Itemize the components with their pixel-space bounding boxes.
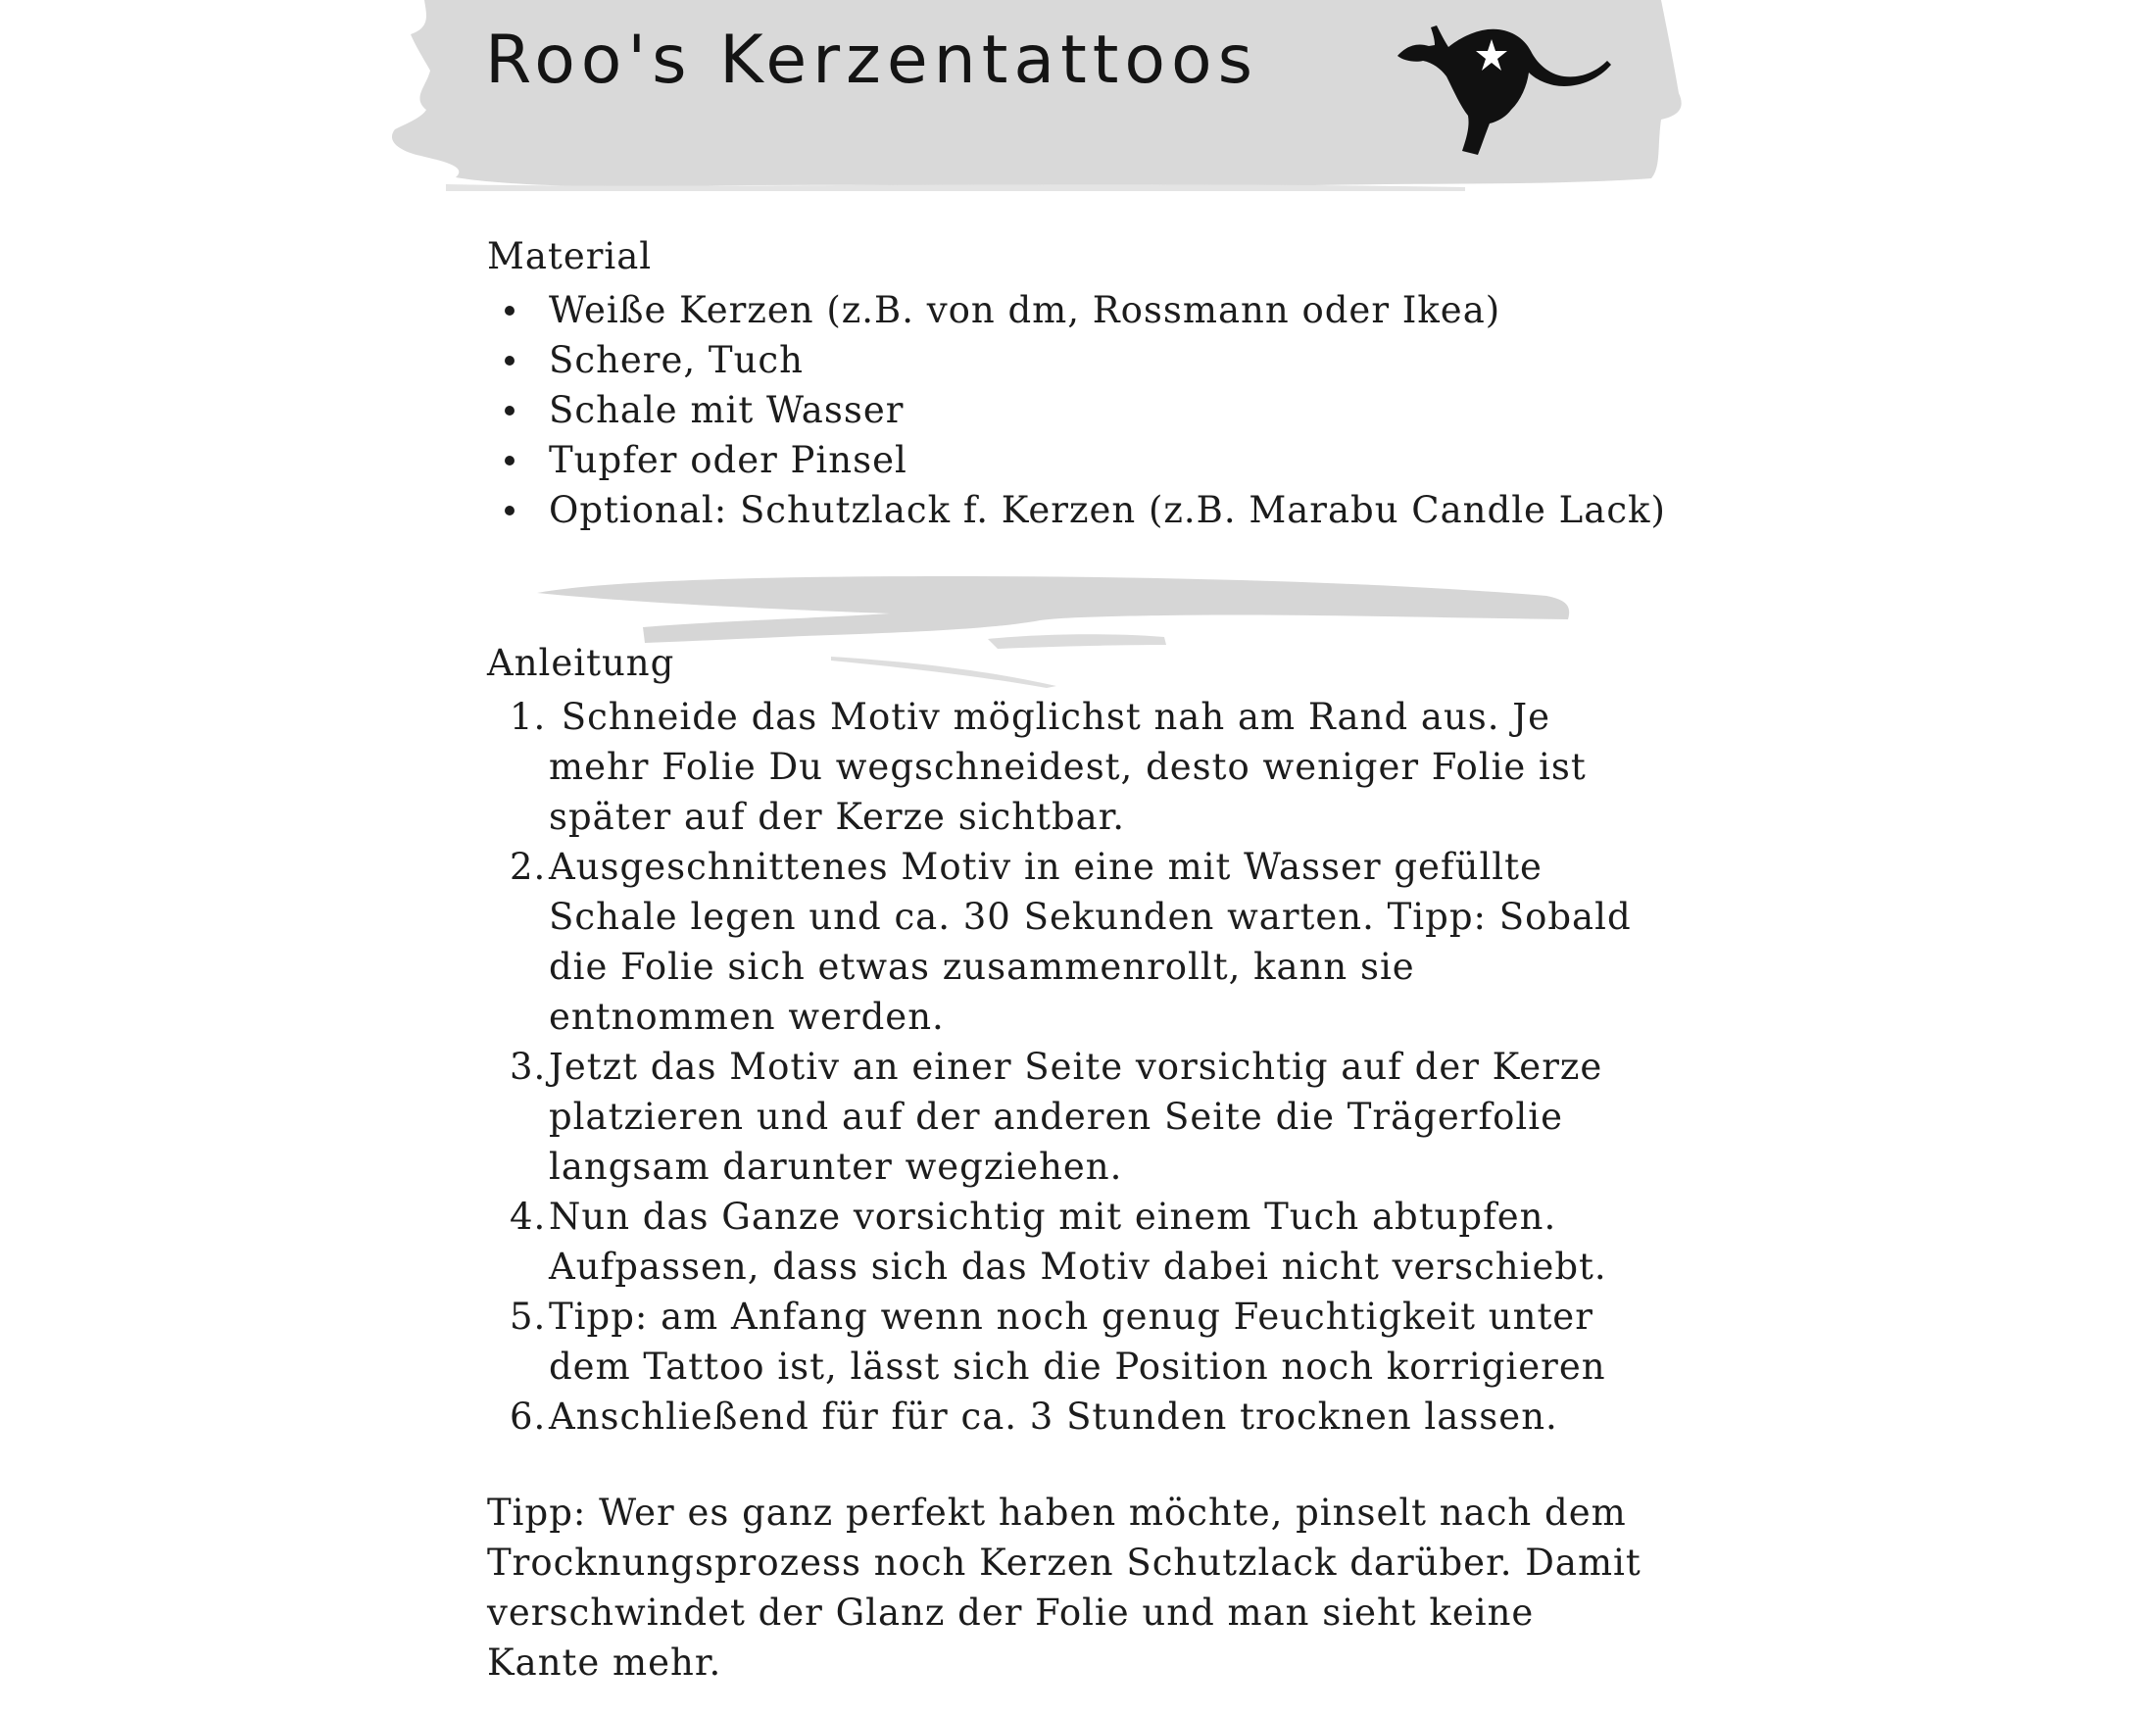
step-text: Tipp: am Anfang wenn noch genug Feuchtigkeit unter dem Tattoo ist, lässt sich die Position noch korrigieren [549, 1296, 1606, 1388]
step-number: 4. [510, 1196, 547, 1238]
tip-paragraph: Tipp: Wer es ganz perfekt haben möchte, pinselt nach dem Trocknungsprozess noch Kerzen Schutzlack darüber. Damit verschwindet der Glanz der Folie und man sieht keine Kante mehr. [487, 1492, 1642, 1684]
step-number: 2. [510, 846, 547, 888]
material-heading: Material [487, 235, 653, 277]
step-number: 6. [510, 1396, 547, 1438]
list-item [487, 1192, 1643, 1292]
step-text: Ausgeschnittenes Motiv in eine mit Wasser gefüllte Schale legen und ca. 30 Sekunden warten. Tipp: Sobald die Folie sich etwas zusammenrollt, kann sie entnommen werden. [549, 846, 1632, 1038]
instructions-list [487, 692, 1643, 1442]
list-item [487, 285, 1761, 335]
list-item-text: Weiße Kerzen (z.B. von dm, Rossmann oder Ikea) [549, 289, 1501, 331]
list-item [487, 692, 1643, 842]
bullet-icon [505, 406, 514, 416]
step-number: 3. [510, 1046, 547, 1088]
step-text: Nun das Ganze vorsichtig mit einem Tuch abtupfen. Aufpassen, dass sich das Motiv dabei nicht verschiebt. [549, 1196, 1607, 1288]
bullet-icon [505, 356, 514, 366]
list-item [487, 842, 1643, 1042]
list-item-text: Optional: Schutzlack f. Kerzen (z.B. Marabu Candle Lack) [549, 489, 1666, 531]
list-item [487, 1392, 1643, 1442]
step-text: Anschließend für für ca. 3 Stunden trocknen lassen. [549, 1396, 1558, 1438]
bullet-icon [505, 506, 514, 515]
list-item [487, 435, 1761, 485]
material-list [487, 285, 1761, 535]
list-item [487, 335, 1761, 385]
step-number: 1. [510, 696, 547, 738]
brush-divider [537, 568, 1574, 696]
instructions-heading: Anleitung [487, 642, 675, 684]
page-title: Roo's Kerzentattoos [485, 22, 1259, 99]
bullet-icon [505, 306, 514, 316]
kangaroo-star-icon [1390, 12, 1617, 159]
list-item [487, 485, 1761, 535]
bullet-icon [505, 456, 514, 466]
step-number: 5. [510, 1296, 547, 1338]
list-item-text: Tupfer oder Pinsel [549, 439, 907, 481]
list-item [487, 1042, 1643, 1192]
list-item [487, 1292, 1643, 1392]
step-text: Schneide das Motiv möglichst nah am Rand aus. Je mehr Folie Du wegschneidest, desto weniger Folie ist später auf der Kerze sichtbar. [549, 696, 1599, 838]
list-item-text: Schale mit Wasser [549, 389, 905, 431]
step-text: Jetzt das Motiv an einer Seite vorsichtig auf der Kerze platzieren und auf der anderen Seite die Trägerfolie langsam darunter wegziehen. [549, 1046, 1603, 1188]
list-item-text: Schere, Tuch [549, 339, 804, 381]
list-item [487, 385, 1761, 435]
